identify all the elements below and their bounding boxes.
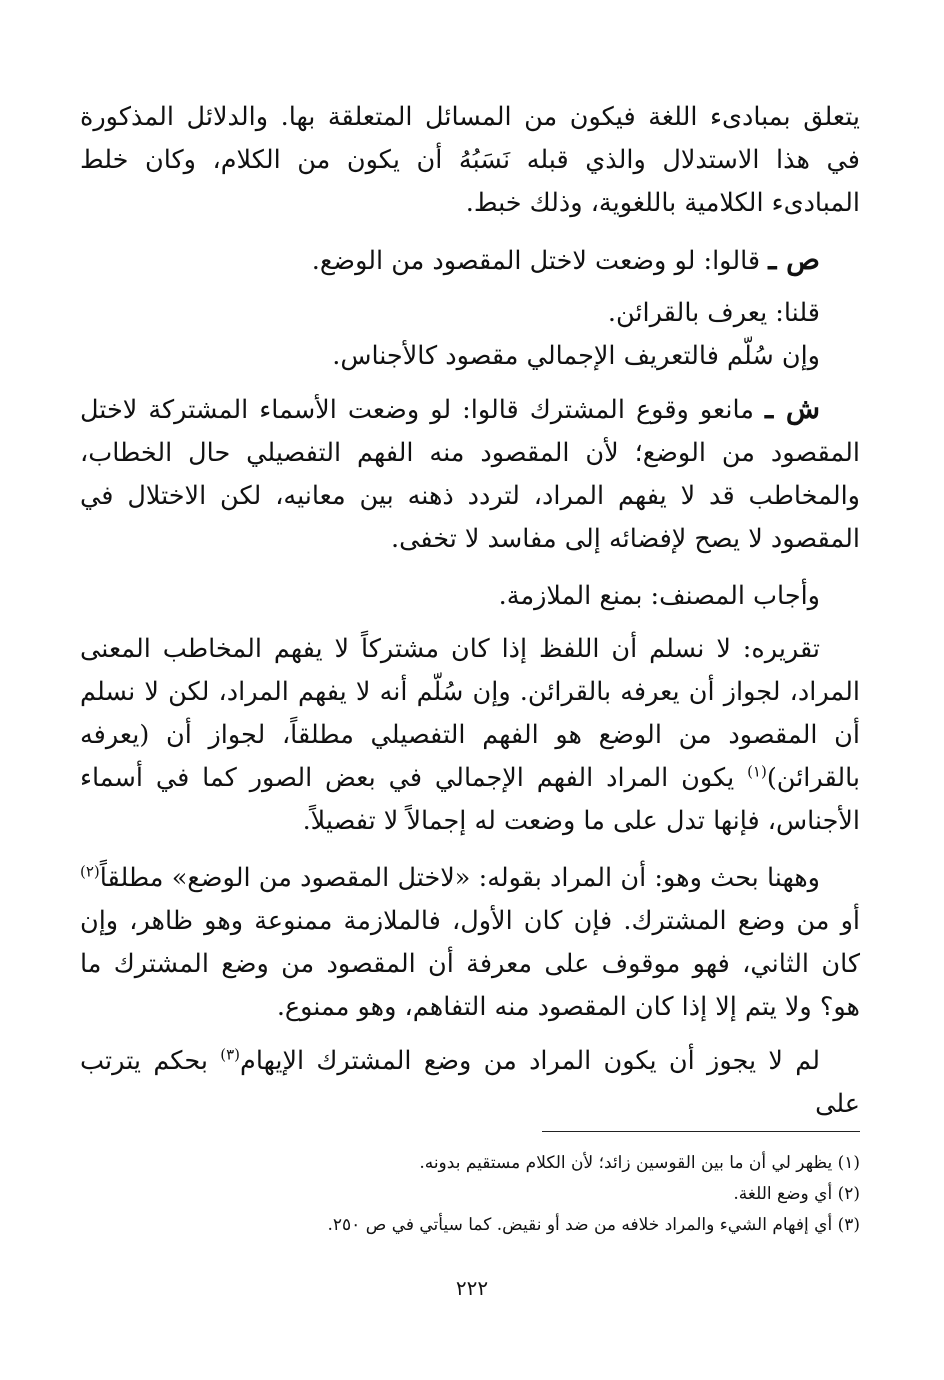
paragraph-7-text-b: أو من وضع المشترك. فإن كان الأول، فالملازمة ممنوعة وهو ظاهر، وإن كان الثاني، فهو موقوف على معرفة أن المقصود من وضع المشترك ما هو؟ ولا يتم إلا إذا كان المقصود منه التفاهم، وهو ممنوع. — [80, 906, 860, 1022]
section-sad — [80, 238, 860, 283]
paragraph-6-text-b: يكون المراد الفهم الإجمالي في بعض الصور كما في أسماء الأجناس، فإنها تدل على ما وضعت له إجمالاً لا تفصيلاً. — [80, 763, 860, 836]
footnote-1: (١) يظهر لي أن ما بين القوسين زائد؛ لأن الكلام مستقيم بدونه. — [419, 1153, 860, 1173]
paragraph-8-text-b: بحكم يترتب على — [80, 1046, 860, 1119]
paragraph-2-text: قالوا: لو وضعت لاختل المقصود من الوضع. — [311, 246, 769, 276]
paragraph-2 — [80, 238, 860, 283]
paragraph-8-text-a: لم لا يجوز أن يكون المراد من وضع المشترك الإيهام — [240, 1046, 820, 1076]
paragraph-3a: قلنا: يعرف بالقرائن. — [607, 298, 820, 328]
footnote-ref-1: (١) — [747, 762, 767, 781]
main-text — [80, 96, 860, 225]
section-shin — [80, 387, 860, 561]
page-number: ٢٢٢ — [455, 1276, 489, 1300]
paragraph-6-text-a: تقريره: لا نسلم أن اللفظ إذا كان مشتركاً لا يفهم المخاطب المعنى المراد، لجواز أن يعرفه بالقرائن. وإن سُلّم أنه لا يفهم المراد، لكن لا نسلم أن المقصود من الوضع هو الفهم التفصيلي مطلقاً، لجواز أن (يعرفه بالقرائن) — [80, 634, 860, 793]
paragraph-4 — [80, 387, 860, 561]
footnote-divider — [542, 1131, 860, 1132]
paragraph-8 — [80, 1040, 860, 1126]
section-answer — [80, 292, 860, 378]
footnotes — [80, 1148, 860, 1241]
paragraph-7 — [80, 857, 860, 1029]
section-marker-sad: ص ـ — [768, 243, 820, 276]
section-reply — [80, 575, 860, 618]
paragraph-5: وأجاب المصنف: بمنع الملازمة. — [498, 581, 820, 611]
footnote-3: (٣) أي إفهام الشيء والمراد خلافه من ضد أو نقيض. كما سيأتي في ص ٢٥٠. — [327, 1215, 860, 1235]
section-explanation — [80, 628, 860, 843]
footnote-ref-3: (٣) — [220, 1045, 241, 1064]
paragraph-4-text: مانعو وقوع المشترك قالوا: لو وضعت الأسماء المشتركة لاختل المقصود من الوضع؛ لأن المقصود منه الفهم التفصيلي حال الخطاب، والمخاطب قد لا يفهم المراد، لتردد ذهنه بين معانيه، لكن الاختلال في المقصود لا يصح لإفضائه إلى مفاسد لا تخفى. — [80, 395, 860, 554]
paragraph-3b: وإن سُلّم فالتعريف الإجمالي مقصود كالأجناس. — [332, 341, 820, 371]
section-marker-shin: ش ـ — [764, 392, 821, 425]
section-discussion — [80, 857, 860, 1029]
paragraph-7-text-a: وههنا بحث وهو: أن المراد بقوله: «لاختل المقصود من الوضع» مطلقاً — [99, 863, 820, 893]
section-final — [80, 1040, 860, 1126]
footnote-ref-2: (٢) — [80, 862, 100, 881]
paragraph-1: يتعلق بمبادىء اللغة فيكون من المسائل المتعلقة بها. والدلائل المذكورة في هذا الاستدلال والذي قبله نَسَبُهُ أن يكون من الكلام، وكان خلط المبادىء الكلامية باللغوية، وذلك خبط. — [80, 102, 860, 218]
footnote-2: (٢) أي وضع اللغة. — [733, 1184, 860, 1204]
paragraph-6 — [80, 628, 860, 843]
